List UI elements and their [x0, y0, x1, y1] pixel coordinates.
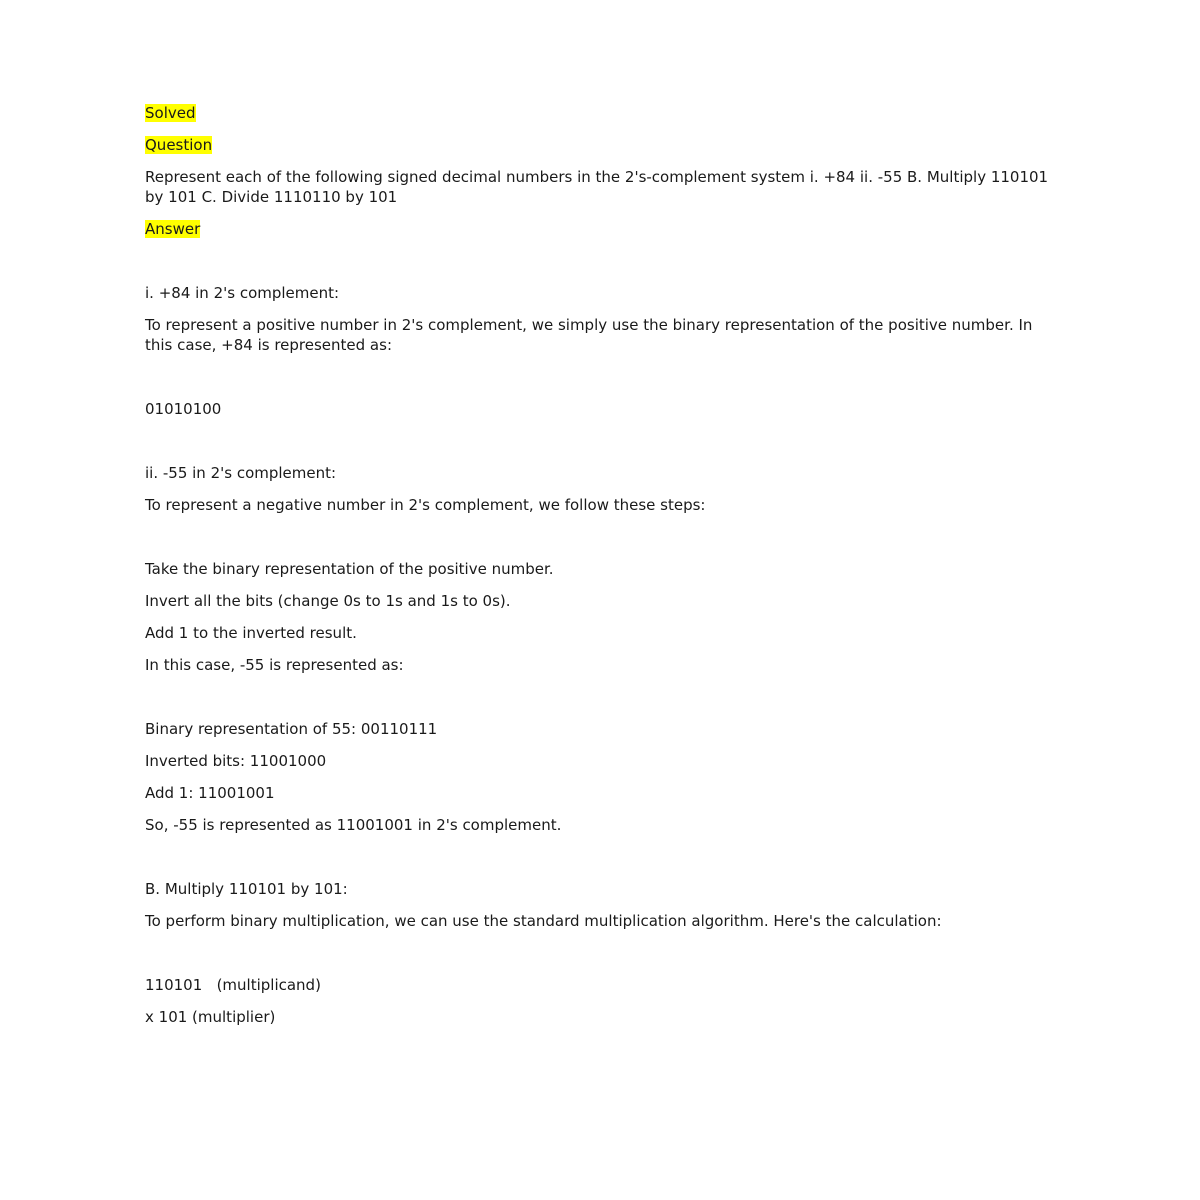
spacer — [145, 367, 1050, 399]
part-ii-work-line: Inverted bits: 11001000 — [145, 752, 327, 770]
part-ii-step: Invert all the bits (change 0s to 1s and 1s to 0s). — [145, 592, 511, 610]
answer-label: Answer — [145, 220, 201, 238]
part-ii-step: In this case, -55 is represented as: — [145, 656, 404, 674]
spacer — [145, 943, 1050, 975]
part-ii-step: Take the binary representation of the positive number. — [145, 560, 554, 578]
solved-label: Solved — [145, 104, 196, 122]
part-i-heading: i. +84 in 2's complement: — [145, 284, 340, 302]
spacer — [145, 687, 1050, 719]
part-ii-step: Add 1 to the inverted result. — [145, 624, 357, 642]
question-label-row — [145, 135, 1050, 155]
part-ii-work-line: Binary representation of 55: 00110111 — [145, 720, 438, 738]
part-b-line: 110101 (multiplicand) — [145, 976, 321, 994]
part-b-line: x 101 (multiplier) — [145, 1008, 276, 1026]
solved-label-row — [145, 103, 1050, 123]
part-ii-work-line: Add 1: 11001001 — [145, 784, 275, 802]
part-ii-heading: ii. -55 in 2's complement: — [145, 464, 337, 482]
part-i-explanation: To represent a positive number in 2's complement, we simply use the binary representation of the positive number. In this case, +84 is represented as: — [145, 316, 1038, 354]
part-i-result: 01010100 — [145, 400, 222, 418]
document-page — [145, 103, 1053, 1039]
spacer — [145, 251, 1050, 283]
part-ii-intro: To represent a negative number in 2's complement, we follow these steps: — [145, 496, 706, 514]
question-text: Represent each of the following signed decimal numbers in the 2's-complement system i. +84 ii. -55 B. Multiply 110101 by 101 C. Divide 1110110 by 101 — [145, 168, 1053, 206]
part-b-heading: B. Multiply 110101 by 101: — [145, 880, 348, 898]
question-label: Question — [145, 136, 213, 154]
part-ii-conclusion: So, -55 is represented as 11001001 in 2's complement. — [145, 816, 562, 834]
answer-label-row — [145, 219, 1050, 239]
spacer — [145, 847, 1050, 879]
part-b-explanation: To perform binary multiplication, we can use the standard multiplication algorithm. Here's the calculation: — [145, 912, 942, 930]
spacer — [145, 527, 1050, 559]
spacer — [145, 431, 1050, 463]
